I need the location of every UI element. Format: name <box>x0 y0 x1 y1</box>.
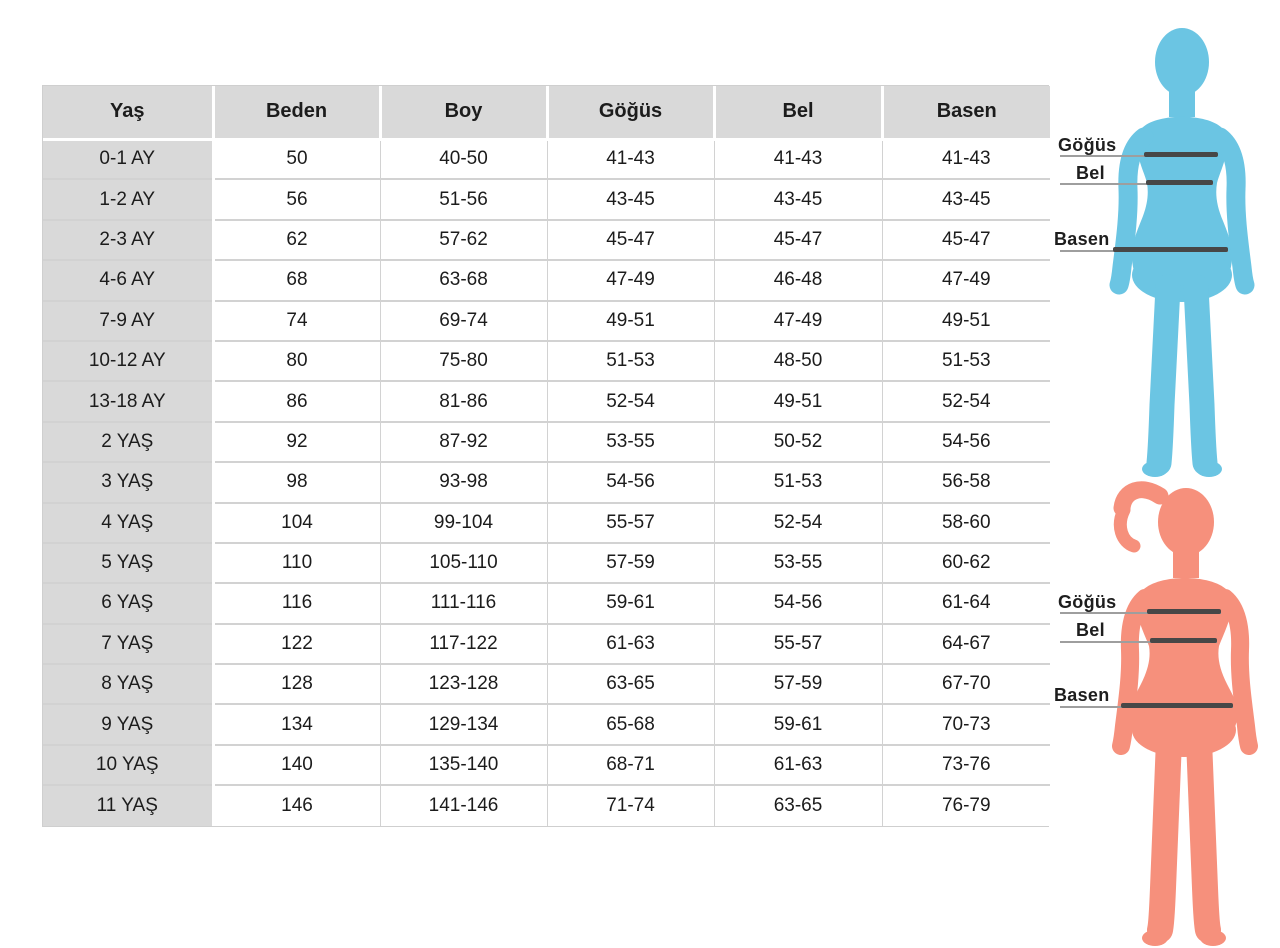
row-header-cell: 8 YAŞ <box>43 664 213 704</box>
column-header: Göğüs <box>547 86 714 139</box>
table-cell: 47-49 <box>547 260 714 300</box>
table-cell: 59-61 <box>714 704 882 744</box>
table-row <box>43 583 1050 623</box>
girl-chest-label: Göğüs <box>1058 592 1117 612</box>
table-cell: 134 <box>213 704 380 744</box>
girl-ponytail <box>1120 490 1160 546</box>
table-cell: 70-73 <box>882 704 1050 744</box>
table-cell: 41-43 <box>882 139 1050 179</box>
table-cell: 140 <box>213 745 380 785</box>
row-header-cell: 2 YAŞ <box>43 422 213 462</box>
row-header-cell: 5 YAŞ <box>43 543 213 583</box>
table-cell: 40-50 <box>380 139 547 179</box>
girl-left-leg <box>1160 740 1169 930</box>
table-cell: 49-51 <box>882 301 1050 341</box>
table-cell: 55-57 <box>714 624 882 664</box>
table-row <box>43 543 1050 583</box>
table-cell: 50 <box>213 139 380 179</box>
child-pelvis <box>1132 248 1232 302</box>
table-cell: 62 <box>213 220 380 260</box>
table-cell: 56 <box>213 179 380 219</box>
table-cell: 52-54 <box>714 503 882 543</box>
child-silhouette <box>1095 25 1260 480</box>
table-cell: 63-65 <box>547 664 714 704</box>
table-cell: 49-51 <box>714 381 882 421</box>
column-header: Boy <box>380 86 547 139</box>
table-cell: 128 <box>213 664 380 704</box>
column-header: Yaş <box>43 86 213 139</box>
table-row <box>43 220 1050 260</box>
table-cell: 57-62 <box>380 220 547 260</box>
table-cell: 59-61 <box>547 583 714 623</box>
table-row <box>43 745 1050 785</box>
table-row <box>43 462 1050 502</box>
table-cell: 57-59 <box>714 664 882 704</box>
table-cell: 41-43 <box>547 139 714 179</box>
child-chest-measure-line <box>1144 152 1218 157</box>
table-cell: 46-48 <box>714 260 882 300</box>
table-cell: 141-146 <box>380 785 547 825</box>
table-cell: 45-47 <box>547 220 714 260</box>
table-cell: 76-79 <box>882 785 1050 825</box>
row-header-cell: 7-9 AY <box>43 301 213 341</box>
table-row <box>43 341 1050 381</box>
table-cell: 41-43 <box>714 139 882 179</box>
girl-neck <box>1173 544 1199 578</box>
table-row <box>43 503 1050 543</box>
row-header-cell: 10-12 AY <box>43 341 213 381</box>
table-cell: 135-140 <box>380 745 547 785</box>
table-cell: 123-128 <box>380 664 547 704</box>
table-cell: 87-92 <box>380 422 547 462</box>
row-header-cell: 13-18 AY <box>43 381 213 421</box>
table-cell: 53-55 <box>714 543 882 583</box>
table-cell: 50-52 <box>714 422 882 462</box>
table-cell: 110 <box>213 543 380 583</box>
girl-silhouette <box>1088 478 1268 948</box>
table-cell: 73-76 <box>882 745 1050 785</box>
table-cell: 56-58 <box>882 462 1050 502</box>
header-row <box>43 86 1050 139</box>
table-cell: 52-54 <box>547 381 714 421</box>
size-table <box>43 86 1050 826</box>
child-right-leg <box>1196 287 1205 463</box>
table-cell: 81-86 <box>380 381 547 421</box>
table-cell: 68 <box>213 260 380 300</box>
girl-chest-measure-line <box>1147 609 1221 614</box>
row-header-cell: 7 YAŞ <box>43 624 213 664</box>
table-row <box>43 301 1050 341</box>
table-row <box>43 664 1050 704</box>
table-cell: 54-56 <box>547 462 714 502</box>
child-body <box>1132 28 1232 477</box>
table-cell: 61-63 <box>714 745 882 785</box>
table-row <box>43 624 1050 664</box>
table-cell: 57-59 <box>547 543 714 583</box>
table-row <box>43 260 1050 300</box>
table-cell: 55-57 <box>547 503 714 543</box>
row-header-cell: 9 YAŞ <box>43 704 213 744</box>
table-cell: 61-64 <box>882 583 1050 623</box>
table-cell: 67-70 <box>882 664 1050 704</box>
column-header: Beden <box>213 86 380 139</box>
table-cell: 129-134 <box>380 704 547 744</box>
row-header-cell: 6 YAŞ <box>43 583 213 623</box>
table-cell: 104 <box>213 503 380 543</box>
child-hip-label: Basen <box>1054 229 1110 249</box>
girl-body <box>1130 488 1238 946</box>
table-cell: 43-45 <box>547 179 714 219</box>
table-cell: 63-68 <box>380 260 547 300</box>
table-cell: 99-104 <box>380 503 547 543</box>
girl-pelvis <box>1132 703 1236 757</box>
row-header-cell: 4-6 AY <box>43 260 213 300</box>
table-cell: 74 <box>213 301 380 341</box>
table-cell: 117-122 <box>380 624 547 664</box>
table-cell: 92 <box>213 422 380 462</box>
row-header-cell: 0-1 AY <box>43 139 213 179</box>
table-cell: 58-60 <box>882 503 1050 543</box>
table-cell: 51-53 <box>714 462 882 502</box>
girl-waist-measure-line <box>1150 638 1217 643</box>
table-cell: 51-53 <box>882 341 1050 381</box>
table-cell: 48-50 <box>714 341 882 381</box>
girl-right-leg <box>1199 740 1208 930</box>
child-waist-measure-line <box>1146 180 1213 185</box>
table-cell: 105-110 <box>380 543 547 583</box>
table-row <box>43 179 1050 219</box>
row-header-cell: 2-3 AY <box>43 220 213 260</box>
girl-hip-label: Basen <box>1054 685 1110 705</box>
table-cell: 63-65 <box>714 785 882 825</box>
size-table-container <box>42 85 1049 827</box>
girl-hip-measure-line <box>1121 703 1233 708</box>
table-cell: 111-116 <box>380 583 547 623</box>
table-row <box>43 139 1050 179</box>
column-header: Basen <box>882 86 1050 139</box>
table-cell: 71-74 <box>547 785 714 825</box>
table-cell: 45-47 <box>714 220 882 260</box>
table-row <box>43 704 1050 744</box>
row-header-cell: 10 YAŞ <box>43 745 213 785</box>
table-cell: 146 <box>213 785 380 825</box>
table-cell: 45-47 <box>882 220 1050 260</box>
table-cell: 51-53 <box>547 341 714 381</box>
table-cell: 122 <box>213 624 380 664</box>
table-cell: 54-56 <box>882 422 1050 462</box>
table-cell: 60-62 <box>882 543 1050 583</box>
table-row <box>43 785 1050 825</box>
table-cell: 54-56 <box>714 583 882 623</box>
table-cell: 80 <box>213 341 380 381</box>
child-waist-label: Bel <box>1076 163 1105 183</box>
table-cell: 53-55 <box>547 422 714 462</box>
table-row <box>43 381 1050 421</box>
table-cell: 68-71 <box>547 745 714 785</box>
table-cell: 52-54 <box>882 381 1050 421</box>
table-cell: 93-98 <box>380 462 547 502</box>
table-cell: 43-45 <box>882 179 1050 219</box>
table-cell: 47-49 <box>882 260 1050 300</box>
column-header: Bel <box>714 86 882 139</box>
table-cell: 98 <box>213 462 380 502</box>
table-cell: 49-51 <box>547 301 714 341</box>
table-cell: 61-63 <box>547 624 714 664</box>
child-chest-label: Göğüs <box>1058 135 1117 155</box>
child-neck <box>1169 85 1195 117</box>
table-cell: 69-74 <box>380 301 547 341</box>
child-hip-measure-line <box>1113 247 1228 252</box>
table-cell: 51-56 <box>380 179 547 219</box>
table-cell: 116 <box>213 583 380 623</box>
girl-waist-label: Bel <box>1076 620 1105 640</box>
table-row <box>43 422 1050 462</box>
row-header-cell: 3 YAŞ <box>43 462 213 502</box>
table-cell: 64-67 <box>882 624 1050 664</box>
table-cell: 75-80 <box>380 341 547 381</box>
table-cell: 65-68 <box>547 704 714 744</box>
row-header-cell: 1-2 AY <box>43 179 213 219</box>
table-cell: 43-45 <box>714 179 882 219</box>
table-cell: 86 <box>213 381 380 421</box>
row-header-cell: 11 YAŞ <box>43 785 213 825</box>
child-left-leg <box>1159 287 1168 463</box>
table-cell: 47-49 <box>714 301 882 341</box>
row-header-cell: 4 YAŞ <box>43 503 213 543</box>
